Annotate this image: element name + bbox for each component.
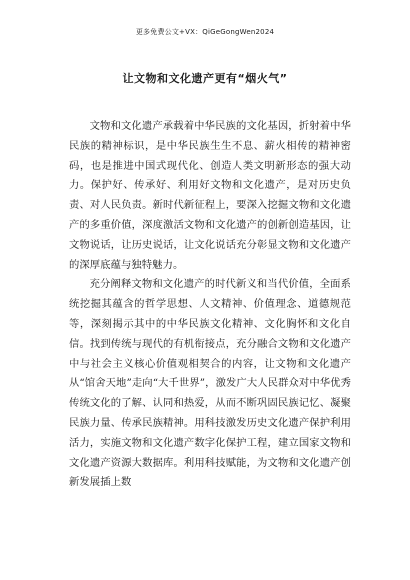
page-title: 让文物和文化遗产更有“烟火气”	[122, 72, 288, 85]
paragraph-2: 充分阐释文物和文化遗产的时代新义和当代价值，全面系统挖掘其蕴含的哲学思想、人文精神、价值理念、道德规范等，深刻揭示其中的中华民族文化精神、文化胸怀和文化自信。找到传统与现代的有机衔接点，充分融合文物和文化遗产中与社会主义核心价值观相契合的内容，让文物和文化遗产从“馆舍天地”走向“大千世界”，激发广大人民群众对中华优秀传统文化的了解、认同和热爱，从而不断巩固民族记忆、凝聚民族力量、传承民族精神。用科技激发历史文化遗产保护利用活力，实施文物和文化遗产数字化保护工程，建立国家文物和文化遗产资源大数据库。利用科技赋能，为文物和文化遗产创新发展插上数	[69, 278, 351, 489]
paragraph-1: 文物和文化遗产承载着中华民族的文化基因，折射着中华民族的精神标识，是中华民族生生不息、薪火相传的精神密码，也是推进中国式现代化、创造人类文明新形态的强大动力。保护好、传承好、利用好文物和文化遗产，是对历史负责、对人民负责。新时代新征程上，要深入挖掘文物和文化遗产的多重价值，深度激活文物和文化遗产的创新创造基因，让文物说话，让历史说话，让文化说话充分彰显文物和文化遗产的深厚底蕴与独特魅力。	[69, 120, 351, 271]
document-body	[69, 117, 351, 493]
header-note: 更多免费公文+VX：QiGeGongWen2024	[135, 28, 275, 36]
